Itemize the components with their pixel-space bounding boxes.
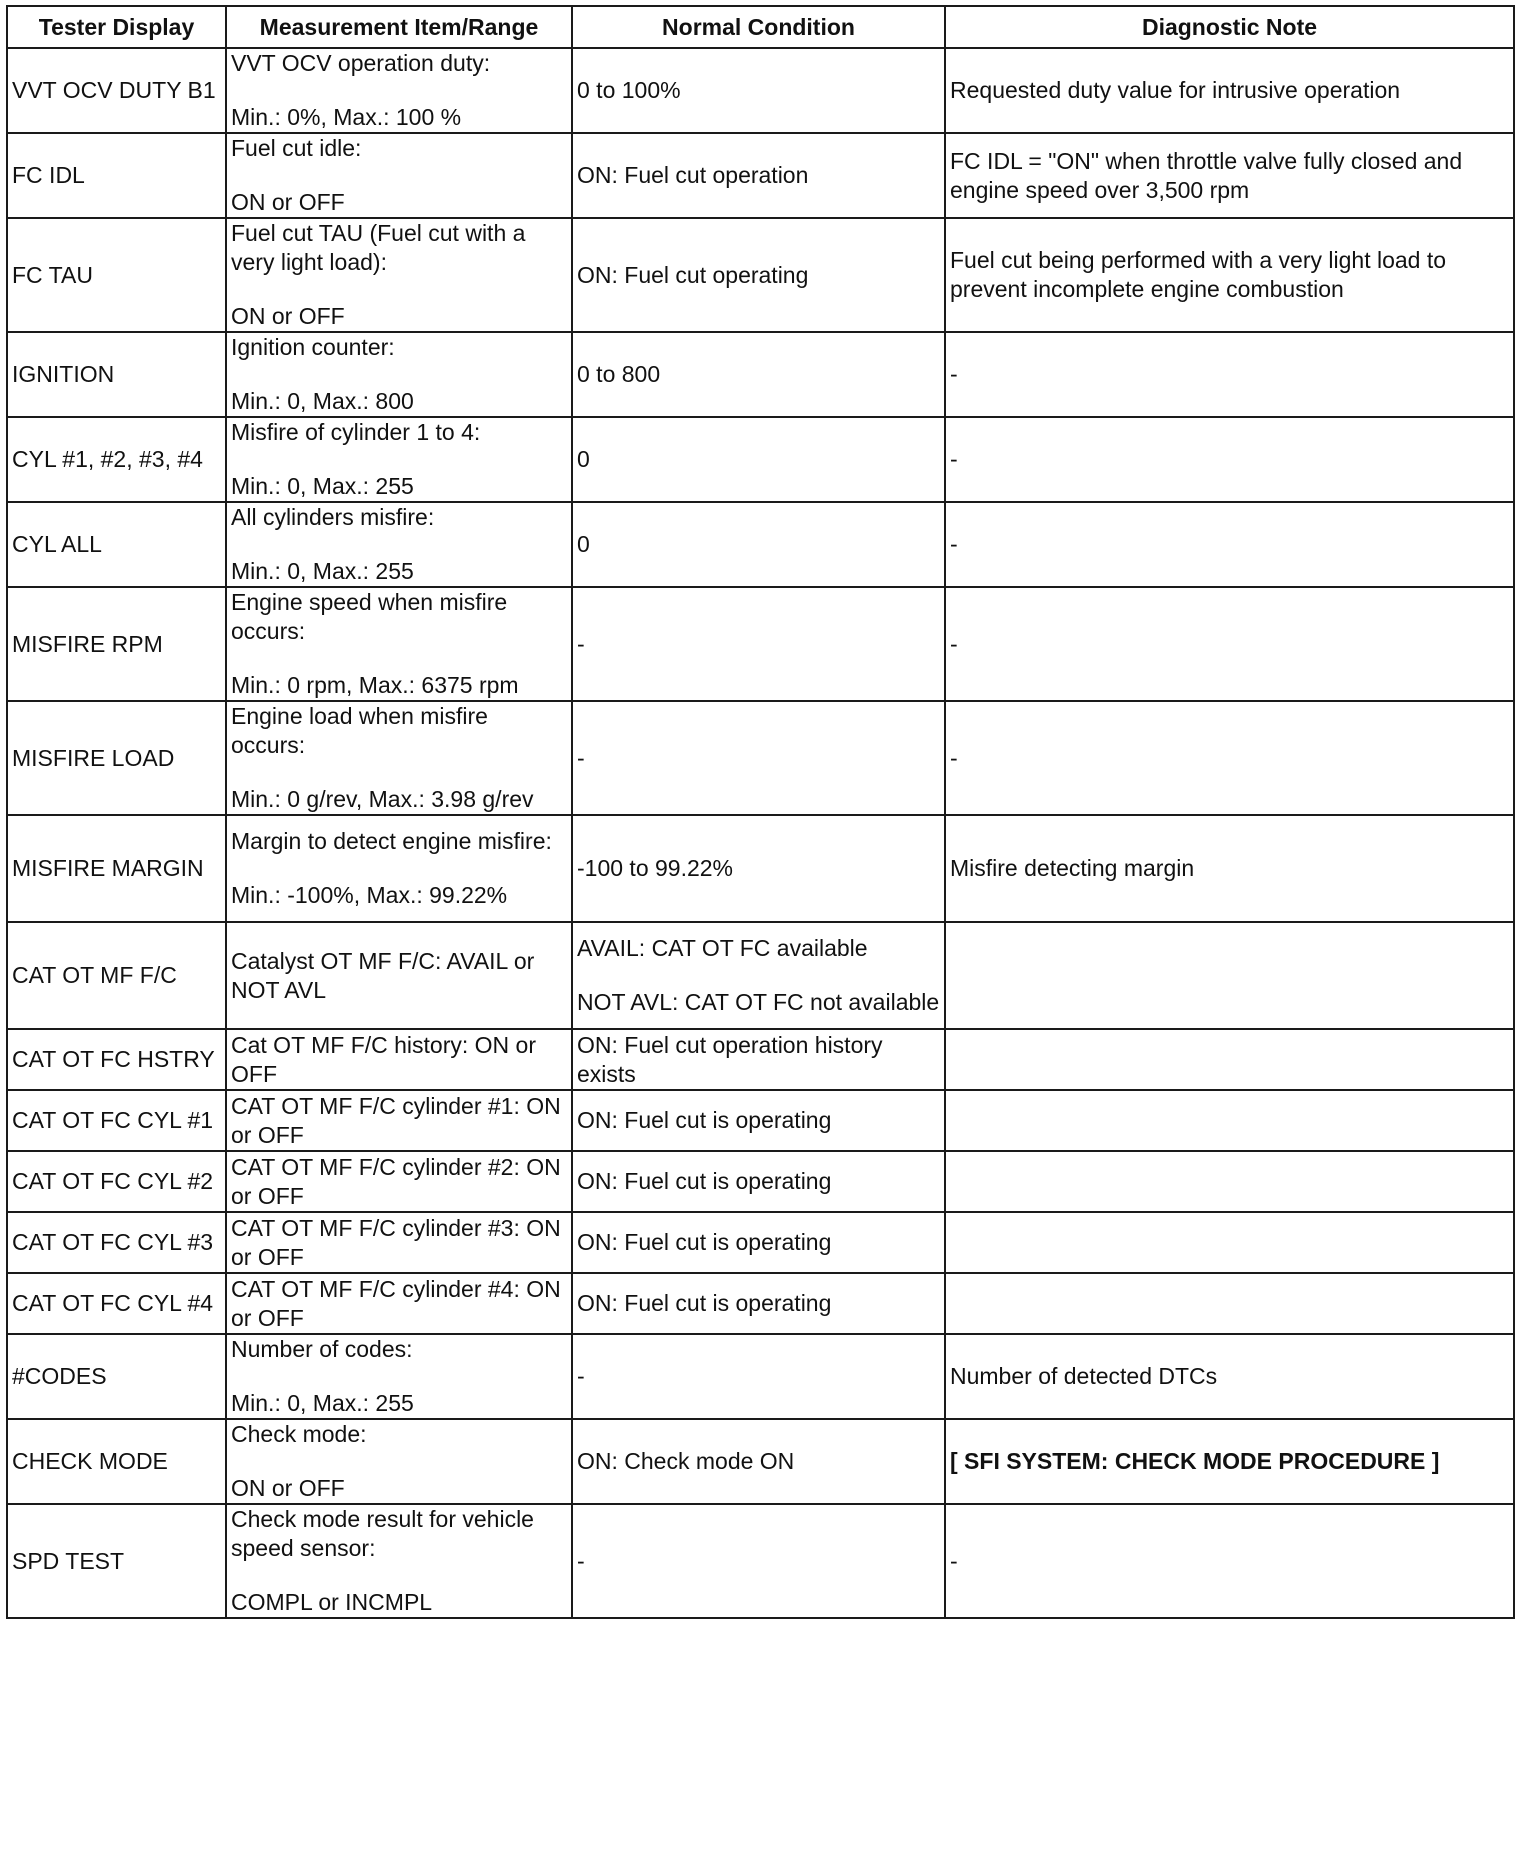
- diagnostic-note-text: Requested duty value for intrusive operation: [950, 77, 1401, 103]
- tester-display-text: MISFIRE RPM: [12, 630, 163, 657]
- normal-condition-cell: [572, 1029, 945, 1090]
- measurement-item-text: CAT OT MF F/C cylinder #1: ON or OFF: [231, 1092, 561, 1148]
- tester-display-cell: [7, 701, 226, 815]
- diagnostic-note-text: -: [950, 744, 958, 771]
- measurement-item-cell: [226, 1212, 572, 1273]
- measurement-item-cell: [226, 1419, 572, 1504]
- header-row: [7, 6, 1514, 48]
- normal-condition-text: 0: [577, 446, 590, 472]
- table-row: [7, 701, 1514, 815]
- normal-condition-text: 0 to 100%: [577, 77, 681, 103]
- normal-condition-text: -: [577, 1547, 585, 1574]
- measurement-item-text: Ignition counter:: [231, 334, 395, 360]
- measurement-item-text: Fuel cut idle:: [231, 135, 362, 161]
- diagnostic-note-cell: [945, 1419, 1514, 1504]
- diagnostic-note-cell: [945, 417, 1514, 502]
- measurement-item-cell: [226, 815, 572, 922]
- measurement-item-cell: [226, 1029, 572, 1090]
- measurement-item-text: VVT OCV operation duty:: [231, 50, 491, 76]
- measurement-item-cell: [226, 417, 572, 502]
- diagnostic-note-cell: [945, 48, 1514, 133]
- normal-condition-text: ON: Fuel cut is operating: [577, 1107, 832, 1133]
- measurement-item-cell: [226, 1151, 572, 1212]
- normal-condition-cell: [572, 1334, 945, 1419]
- diagnostic-note-cell: [945, 133, 1514, 218]
- table-row: [7, 1212, 1514, 1273]
- normal-condition-text: ON: Fuel cut is operating: [577, 1168, 832, 1194]
- header-tester-display: Tester Display: [7, 6, 226, 48]
- tester-display-text: FC IDL: [12, 162, 85, 188]
- measurement-item-text: Misfire of cylinder 1 to 4:: [231, 419, 481, 445]
- diagnostic-note-cell: [945, 332, 1514, 417]
- measurement-item-cell: [226, 48, 572, 133]
- tester-display-cell: [7, 815, 226, 922]
- normal-condition-cell: [572, 417, 945, 502]
- table-row: [7, 1273, 1514, 1334]
- measurement-item-text: Cat OT MF F/C history: ON or OFF: [231, 1031, 536, 1087]
- diagnostic-note-cell: [945, 218, 1514, 332]
- table-row: [7, 417, 1514, 502]
- measurement-item-text: Min.: -100%, Max.: 99.22%: [231, 882, 508, 908]
- normal-condition-cell: [572, 48, 945, 133]
- table-row: [7, 218, 1514, 332]
- tester-display-text: CAT OT FC CYL #4: [12, 1290, 214, 1316]
- normal-condition-cell: [572, 1151, 945, 1212]
- measurement-item-cell: [226, 332, 572, 417]
- diagnostic-note-cell: [945, 502, 1514, 587]
- diagnostic-note-text: -: [950, 1547, 958, 1574]
- diagnostic-note-cell: [945, 1090, 1514, 1151]
- measurement-item-text: CAT OT MF F/C cylinder #2: ON or OFF: [231, 1153, 561, 1209]
- normal-condition-cell: [572, 218, 945, 332]
- measurement-item-text: Min.: 0 g/rev, Max.: 3.98 g/rev: [231, 786, 534, 812]
- diagnostic-note-text: Number of detected DTCs: [950, 1363, 1218, 1389]
- tester-display-cell: [7, 218, 226, 332]
- measurement-item-text: Min.: 0, Max.: 800: [231, 388, 414, 414]
- tester-display-text: #CODES: [12, 1363, 107, 1389]
- table-row: [7, 48, 1514, 133]
- diagnostic-note-cell: [945, 1334, 1514, 1419]
- tester-display-text: CYL #1, #2, #3, #4: [12, 446, 203, 472]
- measurement-item-text: Number of codes:: [231, 1336, 413, 1362]
- measurement-item-text: CAT OT MF F/C cylinder #4: ON or OFF: [231, 1275, 561, 1331]
- tester-display-cell: [7, 133, 226, 218]
- normal-condition-cell: [572, 701, 945, 815]
- tester-display-cell: [7, 1090, 226, 1151]
- measurement-item-text: CAT OT MF F/C cylinder #3: ON or OFF: [231, 1214, 561, 1270]
- normal-condition-cell: [572, 332, 945, 417]
- diagnostic-note-cell: [945, 1504, 1514, 1618]
- tester-display-text: MISFIRE MARGIN: [12, 855, 204, 881]
- normal-condition-cell: [572, 1090, 945, 1151]
- normal-condition-text: ON: Fuel cut is operating: [577, 1290, 832, 1316]
- normal-condition-text: 0 to 800: [577, 361, 661, 387]
- measurement-item-text: Min.: 0 rpm, Max.: 6375 rpm: [231, 672, 519, 698]
- tester-display-text: MISFIRE LOAD: [12, 744, 175, 771]
- table-row: [7, 1151, 1514, 1212]
- table-row: [7, 133, 1514, 218]
- tester-display-cell: [7, 332, 226, 417]
- normal-condition-cell: [572, 587, 945, 701]
- normal-condition-text: -: [577, 630, 585, 657]
- normal-condition-cell: [572, 1419, 945, 1504]
- measurement-item-text: Engine load when misfire occurs:: [231, 703, 488, 758]
- diagnostic-note-cell: [945, 1273, 1514, 1334]
- tester-display-text: CAT OT FC CYL #2: [12, 1168, 214, 1194]
- diagnostic-note-cell: [945, 815, 1514, 922]
- normal-condition-cell: [572, 133, 945, 218]
- normal-condition-text: ON: Fuel cut is operating: [577, 1229, 832, 1255]
- diagnostic-note-text: -: [950, 630, 958, 657]
- normal-condition-text: ON: Fuel cut operation: [577, 162, 809, 188]
- table-row: [7, 815, 1514, 922]
- normal-condition-cell: [572, 502, 945, 587]
- tester-display-cell: [7, 1334, 226, 1419]
- diagnostic-note-cell: [945, 1151, 1514, 1212]
- diagnostic-note-cell: [945, 701, 1514, 815]
- measurement-item-text: ON or OFF: [231, 303, 345, 329]
- normal-condition-text: ON: Fuel cut operation history exists: [577, 1031, 883, 1087]
- header-measurement-item: Measurement Item/Range: [226, 6, 572, 48]
- normal-condition-text: AVAIL: CAT OT FC available: [577, 935, 868, 961]
- normal-condition-text: -100 to 99.22%: [577, 855, 734, 881]
- tester-display-text: CAT OT FC CYL #3: [12, 1229, 214, 1255]
- normal-condition-text: NOT AVL: CAT OT FC not available: [577, 989, 940, 1015]
- measurement-item-text: Engine speed when misfire occurs:: [231, 589, 508, 644]
- normal-condition-cell: [572, 1504, 945, 1618]
- diagnostic-note-cell: [945, 587, 1514, 701]
- tester-display-cell: [7, 922, 226, 1029]
- normal-condition-cell: [572, 922, 945, 1029]
- tester-display-cell: [7, 587, 226, 701]
- diagnostic-note-cell: [945, 1029, 1514, 1090]
- measurement-item-text: Check mode result for vehicle speed sensor:: [231, 1506, 534, 1561]
- data-list-table: [6, 5, 1515, 1619]
- measurement-item-cell: [226, 502, 572, 587]
- diagnostic-note-text: FC IDL = "ON" when throttle valve fully closed and engine speed over 3,500 rpm: [950, 147, 1463, 203]
- measurement-item-cell: [226, 587, 572, 701]
- tester-display-cell: [7, 1419, 226, 1504]
- tester-display-text: IGNITION: [12, 361, 115, 387]
- tester-display-text: CYL ALL: [12, 531, 102, 557]
- normal-condition-cell: [572, 1273, 945, 1334]
- table-row: [7, 587, 1514, 701]
- diagnostic-note-cell: [945, 1212, 1514, 1273]
- measurement-item-text: ON or OFF: [231, 1475, 345, 1501]
- measurement-item-text: ON or OFF: [231, 189, 345, 215]
- measurement-item-text: Min.: 0, Max.: 255: [231, 558, 414, 584]
- table-row: [7, 1334, 1514, 1419]
- measurement-item-cell: [226, 1334, 572, 1419]
- tester-display-cell: [7, 48, 226, 133]
- diagnostic-note-cell: [945, 922, 1514, 1029]
- tester-display-cell: [7, 417, 226, 502]
- measurement-item-cell: [226, 922, 572, 1029]
- measurement-item-text: COMPL or INCMPL: [231, 1589, 433, 1615]
- table-row: [7, 1090, 1514, 1151]
- tester-display-cell: [7, 1029, 226, 1090]
- table-row: [7, 502, 1514, 587]
- tester-display-text: CAT OT FC HSTRY: [12, 1046, 215, 1072]
- table-row: [7, 332, 1514, 417]
- measurement-item-cell: [226, 1273, 572, 1334]
- check-mode-procedure-link[interactable]: [ SFI SYSTEM: CHECK MODE PROCEDURE ]: [950, 1448, 1440, 1474]
- measurement-item-cell: [226, 701, 572, 815]
- measurement-item-text: All cylinders misfire:: [231, 504, 435, 530]
- measurement-item-cell: [226, 1504, 572, 1618]
- header-diagnostic-note: Diagnostic Note: [945, 6, 1514, 48]
- normal-condition-text: 0: [577, 531, 590, 557]
- tester-display-text: FC TAU: [12, 261, 93, 288]
- measurement-item-cell: [226, 1090, 572, 1151]
- header-normal-condition: Normal Condition: [572, 6, 945, 48]
- normal-condition-cell: [572, 815, 945, 922]
- tester-display-cell: [7, 502, 226, 587]
- measurement-item-text: Catalyst OT MF F/C: AVAIL or NOT AVL: [231, 947, 535, 1003]
- measurement-item-text: Min.: 0, Max.: 255: [231, 1390, 414, 1416]
- table-row: [7, 1029, 1514, 1090]
- diagnostic-note-text: -: [950, 361, 958, 387]
- table-row: [7, 1419, 1514, 1504]
- measurement-item-cell: [226, 218, 572, 332]
- diagnostic-note-text: Fuel cut being performed with a very light load to prevent incomplete engine combustion: [950, 247, 1447, 302]
- diagnostic-note-text: Misfire detecting margin: [950, 855, 1195, 881]
- tester-display-text: VVT OCV DUTY B1: [12, 77, 216, 103]
- normal-condition-text: -: [577, 744, 585, 771]
- tester-display-cell: [7, 1504, 226, 1618]
- measurement-item-text: Min.: 0%, Max.: 100 %: [231, 104, 462, 130]
- measurement-item-cell: [226, 133, 572, 218]
- diagnostic-note-text: -: [950, 446, 958, 472]
- measurement-item-text: Margin to detect engine misfire:: [231, 828, 552, 854]
- tester-display-text: CHECK MODE: [12, 1448, 168, 1474]
- diagnostic-note-text: -: [950, 531, 958, 557]
- normal-condition-cell: [572, 1212, 945, 1273]
- measurement-item-text: Check mode:: [231, 1421, 367, 1447]
- tester-display-cell: [7, 1151, 226, 1212]
- tester-display-text: CAT OT MF F/C: [12, 962, 177, 988]
- tester-display-cell: [7, 1273, 226, 1334]
- tester-display-cell: [7, 1212, 226, 1273]
- tester-display-text: SPD TEST: [12, 1547, 125, 1574]
- table-row: [7, 1504, 1514, 1618]
- tester-display-text: CAT OT FC CYL #1: [12, 1107, 214, 1133]
- table-row: [7, 922, 1514, 1029]
- normal-condition-text: ON: Fuel cut operating: [577, 261, 809, 288]
- measurement-item-text: Fuel cut TAU (Fuel cut with a very light load):: [231, 220, 526, 275]
- normal-condition-text: ON: Check mode ON: [577, 1448, 795, 1474]
- measurement-item-text: Min.: 0, Max.: 255: [231, 473, 414, 499]
- normal-condition-text: -: [577, 1363, 585, 1389]
